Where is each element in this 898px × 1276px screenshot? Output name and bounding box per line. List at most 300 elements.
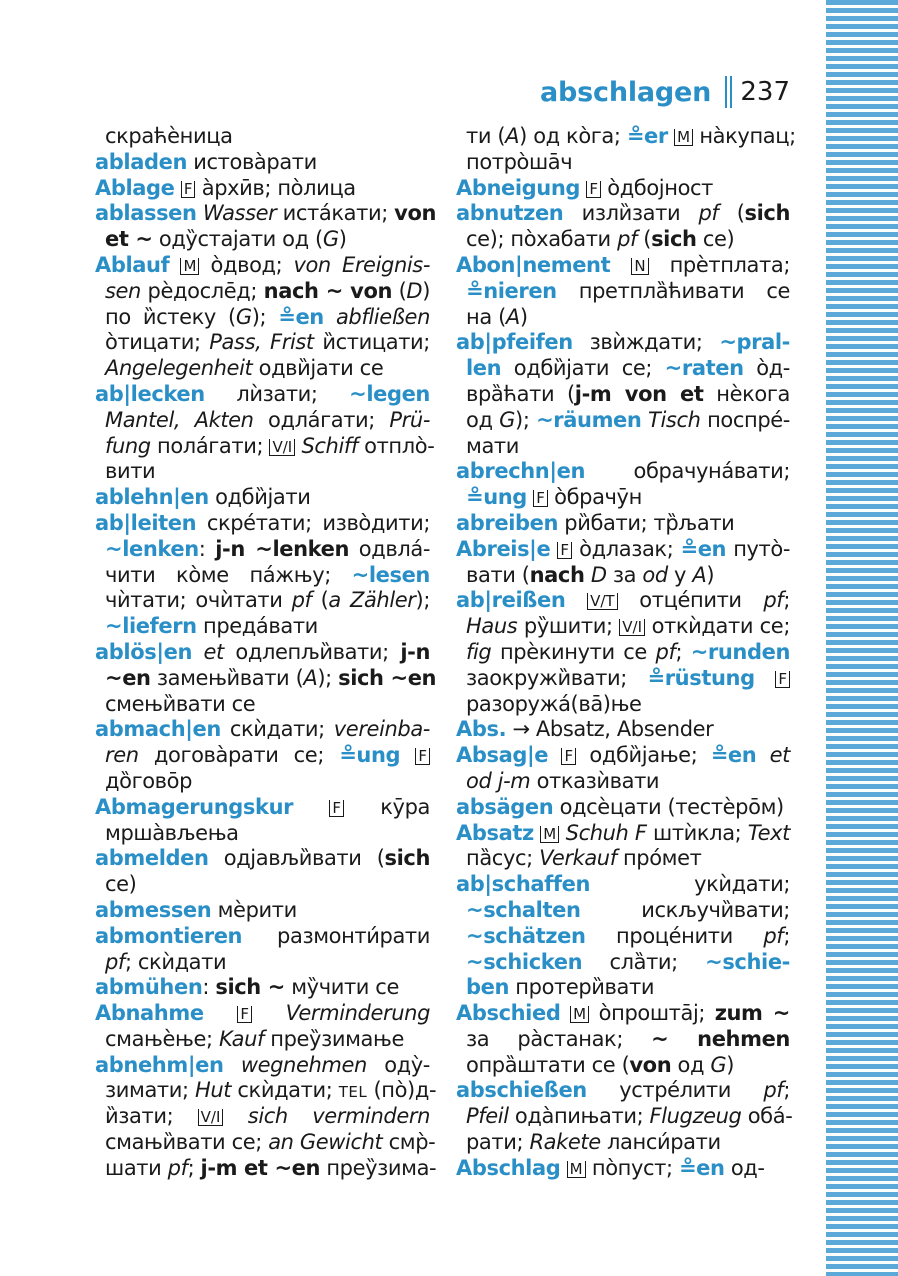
grammar-label: F [237, 1006, 252, 1023]
translation-text: обрачуна́вати; [585, 459, 790, 484]
dictionary-line [456, 563, 790, 589]
entry-headword: ab|schaffen [456, 872, 591, 897]
translation-text: ); [317, 665, 339, 690]
dictionary-line [456, 1027, 790, 1053]
bold-phrase: ~ nehmen [651, 1026, 790, 1051]
translation-text: зимати; [105, 1078, 195, 1103]
page-number: 237 [740, 77, 790, 107]
translation-text: поспре́- [700, 407, 790, 432]
entry-headword: ~räumen [536, 407, 642, 432]
grammar-label: V/I [269, 439, 295, 456]
dictionary-line [456, 356, 790, 382]
bold-phrase: j-n ~lenken [215, 536, 350, 561]
bold-phrase: ~en [105, 665, 151, 690]
italic-gloss: ren [105, 743, 139, 768]
translation-text: скраћѐница [105, 124, 233, 148]
italic-gloss: A [505, 304, 520, 329]
grammar-label: M [674, 129, 693, 146]
dictionary-line [456, 305, 790, 331]
italic-gloss: G [499, 407, 516, 432]
translation-text: одвла́- [349, 536, 430, 561]
entry-headword: ≗en [278, 304, 324, 329]
translation-text [550, 537, 557, 561]
translation-text: про́мет [616, 846, 702, 871]
translation-text: од- [724, 1155, 765, 1180]
dictionary-line [95, 588, 430, 614]
italic-gloss: Angelegenheit [105, 356, 253, 381]
italic-gloss: od [642, 562, 668, 587]
translation-text: преда́вати [196, 614, 318, 639]
dictionary-line [95, 305, 430, 331]
entry-headword: ab|pfeifen [456, 330, 573, 355]
italic-gloss: et [203, 639, 224, 664]
translation-text: ( [718, 201, 745, 226]
translation-text: о̀брачӯн [547, 485, 642, 510]
bold-phrase: nach [529, 562, 585, 587]
grammar-label: N [631, 258, 648, 275]
dictionary-line [456, 459, 790, 485]
grammar-label: F [561, 748, 576, 765]
grammar-label: V/I [619, 619, 645, 636]
translation-text: скре́тати; изво̀дити; [196, 510, 430, 535]
translation-text: чити ко̀ме па́жњу; [105, 562, 352, 587]
italic-gloss: wegnehmen [240, 1052, 367, 1077]
dictionary-line [95, 614, 430, 640]
entry-headword: Absag|e [456, 743, 549, 768]
translation-text: ти ( [466, 124, 506, 148]
dictionary-line [456, 769, 790, 795]
translation-text: : [198, 536, 216, 561]
italic-gloss: abfließen [335, 304, 430, 329]
running-header [540, 70, 790, 114]
translation-text: одби̏јање; [576, 743, 711, 768]
entry-headword: abmontieren [95, 923, 243, 948]
translation-text: смањи̏вати се; [105, 1130, 269, 1155]
italic-gloss: Text [747, 820, 791, 845]
italic-gloss: A [303, 665, 318, 690]
italic-gloss: pf [105, 949, 125, 974]
italic-gloss: G [322, 227, 339, 252]
entry-headword: Abreis|e [456, 536, 551, 561]
translation-text: ; [783, 923, 790, 948]
translation-text: одлепљи̏вати; [223, 639, 401, 664]
translation-text: по и̏стеку ( [105, 304, 236, 329]
translation-text: о̀дбојност [600, 175, 714, 200]
bold-phrase: sich ~ [215, 975, 285, 1000]
translation-text: мѐрити [211, 897, 297, 922]
translation-text: ) [422, 278, 430, 303]
dictionary-line [95, 717, 430, 743]
dictionary-line [95, 640, 430, 666]
italic-gloss: Schiff [301, 433, 358, 458]
grammar-label: M [567, 1161, 586, 1178]
dictionary-line [95, 1104, 430, 1130]
translation-text: за [606, 562, 643, 587]
dictionary-line [95, 433, 435, 460]
grammar-label: M [180, 258, 199, 275]
small-caps-label: TEL [338, 1083, 368, 1102]
entry-headword: len [466, 356, 502, 381]
dictionary-line [95, 743, 430, 769]
entry-headword: Abon|nement [456, 252, 611, 277]
italic-gloss: Haus [466, 614, 518, 639]
italic-gloss: D [590, 562, 607, 587]
dictionary-line [95, 485, 430, 511]
entry-headword: ≗er [626, 124, 668, 148]
entry-headword: abrechn|en [456, 459, 586, 484]
translation-text: смањѐње; [105, 1026, 219, 1051]
italic-gloss: Pass, Frist [209, 330, 314, 355]
bold-phrase: von [394, 201, 437, 226]
entry-headword: ablassen [95, 201, 197, 226]
translation-text: ) [338, 227, 347, 252]
translation-text [224, 1053, 241, 1077]
translation-text: се); по̀хабати [466, 227, 618, 252]
entry-headword: Abnahme [95, 1001, 204, 1026]
translation-text: од [466, 407, 500, 432]
entry-headword: ~legen [349, 381, 430, 406]
entry-headword: Absatz [456, 820, 534, 845]
translation-text: (по̀)д- [367, 1078, 437, 1103]
bold-phrase: et ~ [105, 227, 153, 252]
translation-text: за ра̀станак; [466, 1026, 652, 1051]
italic-gloss: Pfeil [466, 1104, 509, 1129]
entry-headword: Ablauf [95, 252, 170, 277]
entry-headword: ~liefern [105, 614, 197, 639]
translation-text: ; [187, 1155, 201, 1180]
dictionary-line [456, 279, 790, 305]
dictionary-line [95, 1155, 437, 1182]
dictionary-line [456, 253, 790, 279]
translation-text: рати; [466, 1130, 530, 1155]
translation-text: устре́лити [586, 1078, 764, 1103]
bold-phrase: sich ~en [338, 665, 437, 690]
dictionary-line [456, 1001, 790, 1027]
italic-gloss: pf [763, 1078, 784, 1103]
dictionary-line [95, 1078, 437, 1104]
entry-headword: abladen [95, 149, 187, 174]
dictionary-line [456, 176, 790, 202]
italic-gloss: Verminderung [285, 1001, 430, 1026]
dictionary-line [95, 408, 430, 434]
italic-gloss: sich vermindern [247, 1104, 430, 1129]
translation-text: смењи̏вати се [105, 691, 256, 716]
translation-text: мати [466, 433, 519, 458]
entry-headword: Abneigung [456, 175, 581, 200]
dictionary-line [456, 846, 790, 872]
translation-text: рѐдослēд; [140, 278, 264, 303]
translation-text: → Absatz, Absender [506, 717, 714, 742]
dictionary-line [95, 898, 430, 924]
translation-text: ); [415, 588, 431, 613]
running-headword: abschlagen [540, 76, 712, 108]
bold-phrase: j-n [400, 639, 430, 664]
translation-text: оба́- [741, 1104, 793, 1129]
dictionary-line [95, 537, 430, 563]
translation-text: му̏чити се [284, 975, 399, 1000]
translation-text: па̏сус; [466, 846, 540, 871]
dictionary-line [456, 640, 790, 666]
translation-text: изли̏зати [563, 201, 699, 226]
translation-text: пола́гати; [150, 433, 270, 458]
translation-text: на ( [466, 304, 506, 329]
dictionary-line [95, 563, 430, 589]
translation-text: откѝдати се; [645, 614, 790, 639]
dictionary-line [456, 434, 790, 460]
entry-headword: abreiben [456, 510, 559, 535]
dictionary-line [456, 1053, 790, 1079]
grammar-label: F [415, 748, 430, 765]
entry-headword: ~schalten [466, 897, 581, 922]
translation-text: кӯра [344, 794, 430, 819]
dictionary-line [95, 975, 430, 1001]
italic-gloss: fig [466, 639, 492, 664]
translation-text: ( [392, 278, 407, 303]
dictionary-line [95, 950, 430, 976]
translation-text: отце́пити [617, 588, 764, 613]
italic-gloss: et [769, 743, 790, 768]
translation-text: отказѝвати [530, 768, 660, 793]
grammar-label: F [586, 181, 601, 198]
italic-gloss: pf [291, 588, 312, 613]
entry-headword: ≗en [710, 743, 757, 768]
grammar-label: F [533, 490, 548, 507]
bold-phrase: von [629, 1052, 672, 1077]
translation-text: прѐкинути се [491, 639, 656, 664]
dictionary-line [95, 279, 430, 305]
translation-text: и̏стицати; [313, 330, 430, 355]
grammar-label: F [557, 542, 572, 559]
italic-gloss: sen [105, 278, 141, 303]
entry-headword: ~schie- [705, 949, 790, 974]
bold-phrase: nach ~ von [263, 278, 393, 303]
italic-gloss: pf [655, 639, 676, 664]
translation-text: од [671, 1052, 711, 1077]
translation-text: вати ( [466, 562, 530, 587]
entry-headword: abmessen [95, 897, 212, 922]
translation-text: ода̀пињати; [508, 1104, 650, 1129]
italic-gloss: A [692, 562, 707, 587]
translation-text: преу̏зимање [263, 1026, 404, 1051]
dictionary-line [456, 124, 796, 150]
italic-gloss: vereinba- [333, 717, 430, 742]
page-edge-thumb-index [826, 0, 898, 1276]
translation-text [755, 666, 776, 690]
entry-headword: ~schätzen [466, 923, 586, 948]
translation-text: оду̏стајати од ( [152, 227, 323, 252]
italic-gloss: Tisch [648, 407, 701, 432]
translation-text: путо̀- [726, 536, 791, 561]
translation-text: истова̀рати [187, 149, 317, 174]
translation-text: у [667, 562, 693, 587]
dictionary-line [95, 1053, 430, 1079]
translation-text: прѐтплата; [648, 252, 791, 277]
italic-gloss: Prü- [389, 407, 430, 432]
dictionary-line [456, 821, 790, 847]
dictionary-line [95, 356, 430, 382]
translation-text: на̀купац; [693, 124, 796, 148]
translation-text: ру̏шити; [517, 614, 620, 639]
grammar-label: V/T [587, 593, 617, 610]
translation-text: ри̏бати; тр̏љати [558, 510, 735, 535]
dictionary-line [456, 950, 790, 976]
translation-text: одби̏јати се; [501, 356, 665, 381]
entry-headword: abschießen [456, 1078, 587, 1103]
italic-gloss: von Ereignis- [293, 252, 431, 277]
dictionary-line [456, 898, 790, 924]
translation-text [169, 253, 180, 277]
translation-text: отпло̀- [357, 433, 435, 458]
translation-text: ) од ко̀га; [519, 124, 627, 148]
dictionary-line [456, 227, 790, 253]
italic-gloss: Verkauf [539, 846, 617, 871]
italic-gloss: Schuh F [565, 820, 647, 845]
translation-text: одви̏јати се [252, 356, 384, 381]
entry-headword: ~raten [664, 356, 744, 381]
translation-text [400, 743, 415, 767]
translation-text: шати [105, 1155, 168, 1180]
translation-text: претпла̏ћивати се [556, 278, 790, 303]
entry-headword: Abs. [456, 717, 507, 742]
translation-text: нѐкога [703, 381, 790, 406]
entry-headword: abnehm|en [95, 1052, 224, 1077]
translation-text: о̀двод; [199, 252, 294, 277]
entry-headword: ablös|en [95, 639, 192, 664]
italic-gloss: a Zähler [328, 588, 416, 613]
italic-gloss: Rakete [529, 1130, 601, 1155]
grammar-label: F [181, 181, 196, 198]
translation-text [610, 253, 631, 277]
italic-gloss: pf [698, 201, 719, 226]
translation-text: ; [675, 639, 691, 664]
dictionary-line [456, 1130, 790, 1156]
dictionary-line [95, 924, 430, 950]
entry-headword: ab|reißen [456, 588, 566, 613]
dictionary-line [95, 665, 437, 692]
translation-text: : [202, 975, 216, 1000]
translation-text: по̀пуст; [585, 1155, 679, 1180]
italic-gloss: Hut [194, 1078, 232, 1103]
translation-text: ) [726, 1052, 735, 1077]
translation-text: до̏говōр [105, 768, 193, 793]
entry-headword: ≗en [680, 536, 727, 561]
bold-phrase: sich [651, 227, 697, 252]
dictionary-line [95, 459, 430, 485]
dictionary-line [456, 150, 790, 176]
grammar-label: F [329, 800, 344, 817]
translation-text [192, 640, 204, 664]
italic-gloss: Wasser [202, 201, 277, 226]
entry-headword: absägen [456, 794, 554, 819]
translation-text: проце́нити [585, 923, 764, 948]
dictionary-line [456, 743, 790, 769]
left-column [95, 124, 437, 1182]
italic-gloss: an Gewicht [268, 1130, 383, 1155]
translation-text: смр̀- [382, 1130, 436, 1155]
translation-text [560, 1001, 570, 1025]
dictionary-line [456, 1104, 793, 1130]
translation-text: ; скѝдати [124, 949, 227, 974]
translation-text: опра̏штати се ( [466, 1052, 630, 1077]
translation-text: о̀д- [743, 356, 790, 381]
dictionary-line [456, 511, 790, 537]
italic-gloss: A [505, 124, 520, 148]
dictionary-line [95, 382, 430, 408]
translation-text: вра̏ћати ( [466, 381, 575, 406]
translation-text: штѝкла; [646, 820, 748, 845]
translation-text: искључи̏вати; [580, 897, 790, 922]
dictionary-line [95, 176, 430, 202]
translation-text [223, 1104, 247, 1128]
translation-text: звѝждати; [572, 330, 720, 355]
translation-text: догова̀рати се; [138, 743, 340, 768]
italic-gloss: Mantel, Akten [105, 407, 254, 432]
translation-text: о̀длазак; [572, 536, 681, 561]
dictionary-line [456, 485, 790, 511]
grammar-label: M [540, 826, 559, 843]
dictionary-line [456, 717, 790, 743]
dictionary-line [456, 1156, 790, 1182]
dictionary-line [95, 692, 430, 718]
translation-text: и̏зати; [105, 1104, 198, 1129]
entry-headword: ~pral- [719, 330, 790, 355]
dictionary-line [95, 201, 437, 227]
entry-headword: ≗en [678, 1155, 725, 1180]
dictionary-line [95, 124, 430, 150]
dictionary-line [456, 330, 790, 356]
dictionary-line [456, 1078, 790, 1104]
dictionary-line [456, 537, 790, 563]
translation-text [252, 1001, 286, 1025]
bold-phrase: sich [744, 201, 790, 226]
translation-text: размонти́рати [242, 923, 430, 948]
italic-gloss: od j-m [466, 768, 531, 793]
translation-text: чѝтати; очѝтати [105, 588, 292, 613]
entry-headword: abmelden [95, 846, 209, 871]
translation-text: мрша̀вљења [105, 820, 239, 845]
translation-text: одби̏јати [208, 485, 311, 510]
italic-gloss: Kauf [218, 1026, 264, 1051]
dictionary-line [95, 1027, 430, 1053]
translation-text: се) [696, 227, 735, 252]
grammar-label: F [775, 671, 790, 688]
bold-phrase: zum ~ [714, 1001, 790, 1026]
dictionary-line [456, 795, 790, 821]
dictionary-line [456, 382, 790, 408]
entry-headword: ab|lecken [95, 381, 205, 406]
translation-text: скѝдати; [231, 1078, 339, 1103]
entry-headword: ablehn|en [95, 485, 209, 510]
dictionary-line [95, 1001, 430, 1027]
italic-gloss: pf [763, 923, 784, 948]
dictionary-line [95, 846, 430, 872]
translation-text: ( [311, 588, 329, 613]
italic-gloss: D [406, 278, 423, 303]
translation-text: ); [515, 407, 537, 432]
grammar-label: M [570, 1006, 589, 1023]
entry-headword: Abschlag [456, 1155, 561, 1180]
translation-text [293, 795, 329, 819]
bold-phrase: j-m et ~en [200, 1155, 321, 1180]
translation-text [565, 588, 587, 612]
entry-headword: abmühen [95, 975, 203, 1000]
dictionary-line [456, 408, 790, 434]
bold-phrase: sich [384, 846, 430, 871]
translation-text: ) [519, 304, 528, 329]
translation-text: оду̀- [366, 1052, 430, 1077]
dictionary-line [95, 872, 430, 898]
entry-headword: Abschied [456, 1001, 561, 1026]
